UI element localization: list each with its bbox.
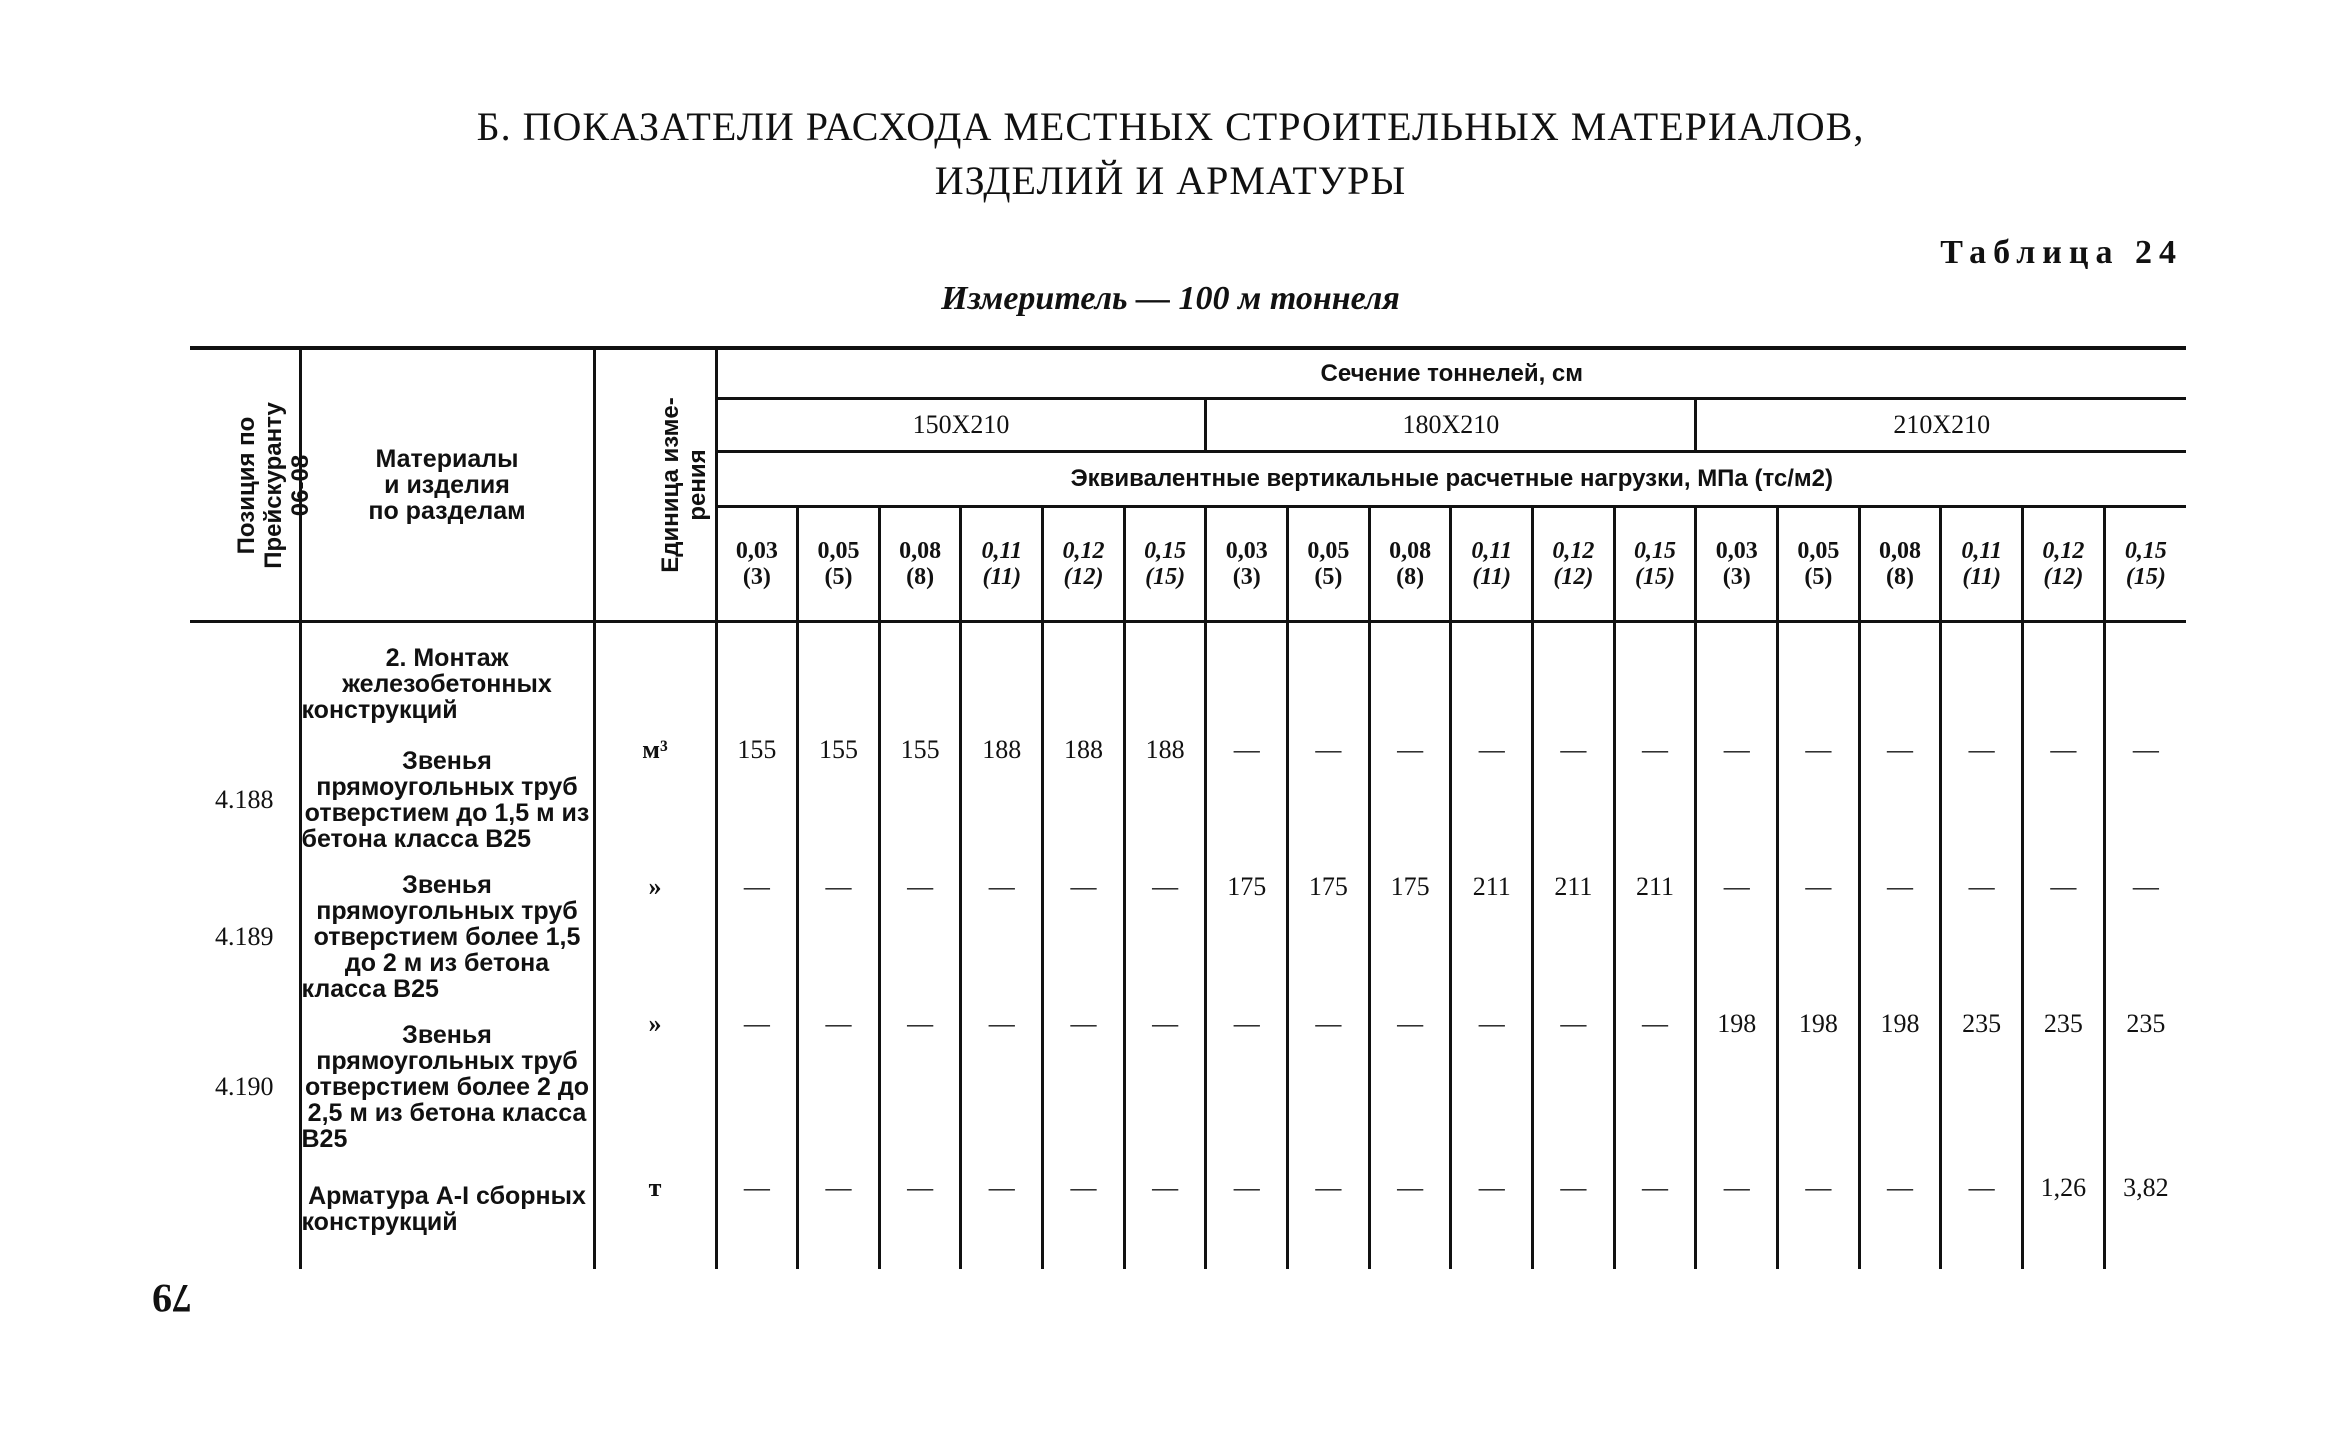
row-value: — — [1369, 1005, 1451, 1169]
row-value: — — [1451, 731, 1533, 868]
section-value-cell — [1206, 622, 1288, 732]
row-value: 198 — [1778, 1005, 1860, 1169]
row-value: 1,26 — [2023, 1169, 2105, 1269]
section-value-cell — [1043, 622, 1125, 732]
load-value: 0,11 — [1961, 537, 2003, 564]
row-position: 4.190 — [190, 1005, 300, 1169]
row-value: — — [1533, 1169, 1615, 1269]
row-value: 155 — [716, 731, 798, 868]
row-unit: » — [594, 1005, 716, 1169]
size-header-1: 150Х210 — [716, 399, 1206, 452]
load-header-cell — [2023, 506, 2105, 622]
row-unit: т — [594, 1169, 716, 1269]
row-value: 155 — [798, 731, 880, 868]
row-value: — — [961, 1005, 1043, 1169]
load-header-cell — [1778, 506, 1860, 622]
load-value: 0,15 — [2124, 537, 2167, 564]
row-value: — — [2023, 868, 2105, 1005]
load-value: 0,05 — [1307, 537, 1350, 564]
load-header-cell — [1533, 506, 1615, 622]
section-unit-cell — [594, 622, 716, 732]
load-value: 0,05 — [1797, 537, 1840, 564]
load-header-cell — [1859, 506, 1941, 622]
row-material: Звенья прямоугольных труб отверстием до 1,5 м из бетона класса В25 — [300, 731, 594, 868]
row-value: — — [1124, 1005, 1206, 1169]
row-value: — — [798, 1169, 880, 1269]
row-unit: м³ — [594, 731, 716, 868]
row-value: — — [1614, 1005, 1696, 1169]
load-value-tf: (8) — [1396, 563, 1425, 590]
position-header-text: Позиция по Прейскуранту 06-08 — [232, 401, 314, 569]
load-value-tf: (12) — [1553, 563, 1594, 590]
row-value: — — [2104, 868, 2186, 1005]
row-value: — — [961, 1169, 1043, 1269]
row-value: — — [1124, 1169, 1206, 1269]
row-value: — — [1941, 731, 2023, 868]
load-value-tf: (8) — [906, 563, 935, 590]
load-value-tf: (11) — [982, 563, 1022, 590]
load-header-cell — [1043, 506, 1125, 622]
load-value-tf: (12) — [2043, 563, 2084, 590]
load-value-tf: (15) — [2125, 563, 2166, 590]
row-position: 4.188 — [190, 731, 300, 868]
unit-header — [594, 348, 716, 622]
section-pos-cell — [190, 622, 300, 732]
load-header-cell — [1369, 506, 1451, 622]
row-value: — — [879, 868, 961, 1005]
row-value: — — [716, 868, 798, 1005]
row-value: — — [716, 1169, 798, 1269]
section-value-cell — [716, 622, 798, 732]
row-value: — — [1288, 1005, 1370, 1169]
load-value-tf: (8) — [1886, 563, 1914, 590]
row-value: — — [2023, 731, 2105, 868]
row-value: — — [1206, 1005, 1288, 1169]
load-header-cell — [1614, 506, 1696, 622]
table-row — [190, 731, 2186, 868]
row-value: 235 — [1941, 1005, 2023, 1169]
row-value: — — [1043, 1005, 1125, 1169]
row-value: 155 — [879, 731, 961, 868]
measure-caption: Измеритель — 100 м тоннеля — [941, 280, 1400, 317]
section-value-cell — [1124, 622, 1206, 732]
row-value: — — [1859, 1169, 1941, 1269]
row-value: — — [1859, 731, 1941, 868]
row-value: 198 — [1696, 1005, 1778, 1169]
row-value: — — [1288, 1169, 1370, 1269]
row-position: 4.189 — [190, 868, 300, 1005]
row-value: — — [1941, 1169, 2023, 1269]
section-value-cell — [1451, 622, 1533, 732]
load-value-tf: (11) — [1472, 563, 1512, 590]
row-material: Арматура А-I сборных конструкций — [300, 1169, 594, 1269]
row-position — [190, 1169, 300, 1269]
load-header-cell — [716, 506, 798, 622]
section-header: Сечение тоннелей, см — [716, 348, 2186, 399]
materials-header: Материалы и изделия по разделам — [300, 348, 594, 622]
page-number: 79 — [152, 1276, 192, 1321]
load-value: 0,05 — [817, 537, 860, 564]
load-header-cell — [798, 506, 880, 622]
section-value-cell — [1533, 622, 1615, 732]
load-value-tf: (5) — [824, 563, 853, 590]
load-value: 0,08 — [1389, 537, 1432, 564]
row-value: 188 — [1124, 731, 1206, 868]
section-value-cell — [879, 622, 961, 732]
table-row — [190, 868, 2186, 1005]
row-value: 175 — [1206, 868, 1288, 1005]
row-value: — — [1288, 731, 1370, 868]
load-value-tf: (15) — [1635, 563, 1676, 590]
loads-header: Эквивалентные вертикальные расчетные нагрузки, МПа (тс/м2) — [716, 451, 2186, 506]
size-header-2: 180Х210 — [1206, 399, 1696, 452]
row-value: — — [1124, 868, 1206, 1005]
load-header-cell — [1696, 506, 1778, 622]
section-value-cell — [798, 622, 880, 732]
load-value-tf: (5) — [1314, 563, 1343, 590]
row-value: — — [2104, 731, 2186, 868]
row-value: — — [1778, 868, 1860, 1005]
row-material: Звенья прямоугольных труб отверстием более 2 до 2,5 м из бетона класса В25 — [300, 1005, 594, 1169]
section-value-cell — [1288, 622, 1370, 732]
row-value: — — [1859, 868, 1941, 1005]
row-material: Звенья прямоугольных труб отверстием более 1,5 до 2 м из бетона класса В25 — [300, 868, 594, 1005]
section-value-cell — [1614, 622, 1696, 732]
row-value: 3,82 — [2104, 1169, 2186, 1269]
row-value: 175 — [1288, 868, 1370, 1005]
load-value-tf: (12) — [1063, 563, 1104, 590]
row-value: — — [798, 1005, 880, 1169]
row-value: 211 — [1533, 868, 1615, 1005]
load-value: 0,03 — [1715, 537, 1758, 564]
document-title — [0, 100, 2341, 208]
row-value: — — [879, 1005, 961, 1169]
row-value: — — [1206, 731, 1288, 868]
load-value: 0,12 — [1552, 537, 1595, 564]
row-value: — — [1043, 868, 1125, 1005]
row-value: — — [1206, 1169, 1288, 1269]
section-value-cell — [1696, 622, 1778, 732]
section-value-cell — [961, 622, 1043, 732]
section-value-cell — [2023, 622, 2105, 732]
section-title: 2. Монтаж железобетонных конструкций — [300, 622, 594, 732]
load-header-cell — [1288, 506, 1370, 622]
section-value-cell — [1859, 622, 1941, 732]
load-value: 0,03 — [735, 537, 778, 564]
load-value: 0,11 — [1471, 537, 1513, 564]
table-row — [190, 1005, 2186, 1169]
row-value: — — [1369, 731, 1451, 868]
load-value: 0,08 — [1879, 537, 1922, 564]
row-value: — — [1778, 1169, 1860, 1269]
title-line-1: Б. ПОКАЗАТЕЛИ РАСХОДА МЕСТНЫХ СТРОИТЕЛЬНЫХ МАТЕРИАЛОВ, — [476, 104, 1865, 149]
row-value: — — [1778, 731, 1860, 868]
load-value: 0,12 — [2042, 537, 2085, 564]
row-value: 175 — [1369, 868, 1451, 1005]
load-value: 0,03 — [1225, 537, 1268, 564]
row-unit: » — [594, 868, 716, 1005]
load-value-tf: (3) — [1722, 563, 1751, 590]
row-value: — — [1533, 1005, 1615, 1169]
section-value-cell — [1941, 622, 2023, 732]
row-value: — — [1614, 1169, 1696, 1269]
load-header-cell — [879, 506, 961, 622]
row-value: — — [716, 1005, 798, 1169]
row-value: — — [1696, 731, 1778, 868]
row-value: — — [1369, 1169, 1451, 1269]
load-value: 0,08 — [899, 537, 942, 564]
load-value: 0,15 — [1144, 537, 1187, 564]
section-value-cell — [2104, 622, 2186, 732]
row-value: 188 — [961, 731, 1043, 868]
row-value: — — [1696, 1169, 1778, 1269]
section-value-cell — [1369, 622, 1451, 732]
row-value: — — [1533, 731, 1615, 868]
load-value: 0,12 — [1062, 537, 1105, 564]
load-header-cell — [2104, 506, 2186, 622]
row-value: 188 — [1043, 731, 1125, 868]
row-value: — — [1043, 1169, 1125, 1269]
load-value-tf: (11) — [1962, 563, 2001, 590]
row-value: — — [1614, 731, 1696, 868]
row-value: — — [961, 868, 1043, 1005]
load-value: 0,15 — [1634, 537, 1677, 564]
row-value: — — [798, 868, 880, 1005]
unit-header-text: Единица изме- рения — [656, 397, 711, 573]
row-value: 235 — [2104, 1005, 2186, 1169]
load-header-cell — [1941, 506, 2023, 622]
row-value: 235 — [2023, 1005, 2105, 1169]
load-header-cell — [1124, 506, 1206, 622]
load-value-tf: (15) — [1145, 563, 1186, 590]
row-value: — — [1941, 868, 2023, 1005]
load-header-cell — [1206, 506, 1288, 622]
row-value: — — [879, 1169, 961, 1269]
load-value: 0,11 — [981, 537, 1023, 564]
size-header-3: 210Х210 — [1696, 399, 2186, 452]
row-value: — — [1451, 1169, 1533, 1269]
row-value: 198 — [1859, 1005, 1941, 1169]
load-value-tf: (5) — [1804, 563, 1833, 590]
position-header — [190, 348, 314, 622]
table-row — [190, 1169, 2186, 1269]
row-value: 211 — [1614, 868, 1696, 1005]
row-value: — — [1451, 1005, 1533, 1169]
load-header-cell — [961, 506, 1043, 622]
load-value-tf: (3) — [742, 563, 771, 590]
row-value: 211 — [1451, 868, 1533, 1005]
load-value-tf: (3) — [1232, 563, 1261, 590]
row-value: — — [1696, 868, 1778, 1005]
section-value-cell — [1778, 622, 1860, 732]
title-line-2: ИЗДЕЛИЙ И АРМАТУРЫ — [934, 158, 1407, 203]
load-header-cell — [1451, 506, 1533, 622]
table-number: Таблица 24 — [1940, 234, 2183, 271]
consumption-table — [190, 346, 2186, 1269]
